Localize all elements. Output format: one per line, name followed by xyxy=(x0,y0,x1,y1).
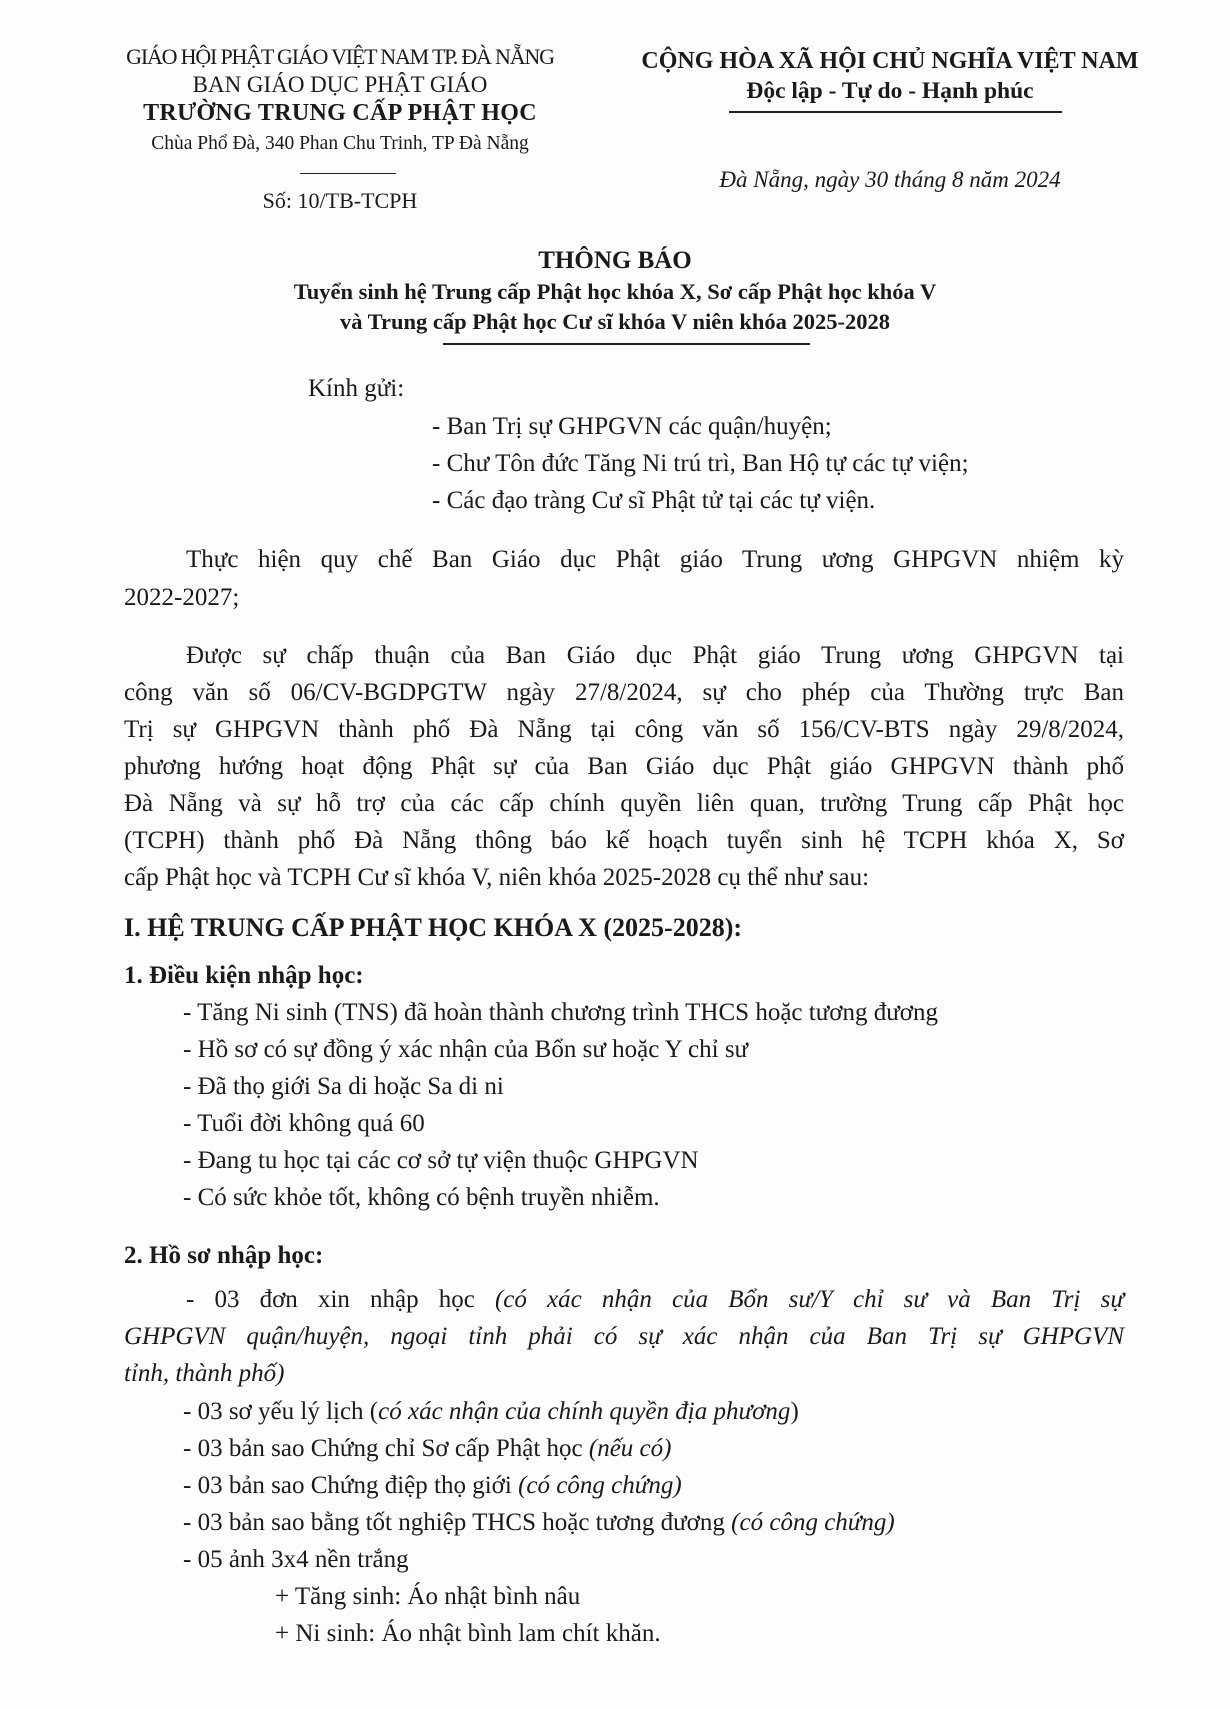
document-item-text: - 03 sơ yếu lý lịch ( xyxy=(183,1398,379,1425)
document-item-note: (có công chứng) xyxy=(518,1472,682,1499)
document-item-note: (có xác nhận của Bổn sư/Y chỉ sư và Ban Trị sự xyxy=(494,1286,1124,1313)
paragraph-line: 2022-2027; xyxy=(124,584,240,611)
notice-heading: THÔNG BÁO xyxy=(538,247,692,274)
document-item-text: - 05 ảnh 3x4 nền trắng xyxy=(183,1546,409,1573)
document-item-note: GHPGVN quận/huyện, ngoại tỉnh phải có sự xác nhận của Ban Trị sự GHPGVN xyxy=(124,1323,1124,1350)
condition-item: - Tuổi đời không quá 60 xyxy=(183,1110,425,1137)
notice-subtitle-line-2: và Trung cấp Phật học Cư sĩ khóa V niên khóa 2025-2028 xyxy=(339,309,891,334)
recipient-item: - Các đạo tràng Cư sĩ Phật tử tại các tự viện. xyxy=(432,487,876,514)
paragraph-line: Thực hiện quy chế Ban Giáo dục Phật giáo Trung ương GHPGVN nhiệm kỳ xyxy=(186,546,1124,573)
subsection-heading-documents: 2. Hồ sơ nhập học: xyxy=(124,1242,324,1269)
school-name: TRƯỜNG TRUNG CẤP PHẬT HỌC xyxy=(143,100,537,126)
condition-item: - Có sức khỏe tốt, không có bệnh truyền nhiễm. xyxy=(183,1184,660,1211)
document-item-text: - 03 bản sao bằng tốt nghiệp THCS hoặc tương đương xyxy=(183,1509,732,1536)
document-item-text: - 03 bản sao Chứng điệp thọ giới xyxy=(183,1472,519,1499)
condition-item: - Đã thọ giới Sa di hoặc Sa di ni xyxy=(183,1073,504,1100)
recipient-item: - Ban Trị sự GHPGVN các quận/huyện; xyxy=(432,413,832,440)
org-line-2: BAN GIÁO DỤC PHẬT GIÁO xyxy=(192,72,488,97)
school-address: Chùa Phổ Đà, 340 Phan Chu Trinh, TP Đà Nẵng xyxy=(151,133,529,154)
photo-note: + Ni sinh: Áo nhật bình lam chít khăn. xyxy=(275,1620,661,1647)
document-item xyxy=(183,1472,682,1500)
condition-item: - Tăng Ni sinh (TNS) đã hoàn thành chương trình THCS hoặc tương đương xyxy=(183,999,938,1026)
header-left-divider xyxy=(300,173,396,174)
subsection-heading-conditions: 1. Điều kiện nhập học: xyxy=(124,962,364,989)
paragraph-line: phương hướng hoạt động Phật sự của Ban Giáo dục Phật giáo GHPGVN thành phố xyxy=(124,753,1124,780)
national-title: CỘNG HÒA XÃ HỘI CHỦ NGHĨA VIỆT NAM xyxy=(641,48,1139,74)
document-item xyxy=(186,1286,1124,1314)
paragraph-line: Đà Nẵng và sự hỗ trợ của các cấp chính quyền liên quan, trường Trung cấp Phật học xyxy=(124,790,1124,817)
org-line-1: GIÁO HỘI PHẬT GIÁO VIỆT NAM TP. ĐÀ NẴNG xyxy=(126,44,554,69)
title-underline xyxy=(443,343,810,345)
document-item-tail: ) xyxy=(790,1398,799,1425)
document-item-note: tỉnh, thành phố) xyxy=(124,1360,285,1387)
paragraph-line: cấp Phật học và TCPH Cư sĩ khóa V, niên khóa 2025-2028 cụ thể như sau: xyxy=(124,864,870,891)
condition-item: - Hồ sơ có sự đồng ý xác nhận của Bổn sư hoặc Y chỉ sư xyxy=(183,1036,749,1063)
document-item xyxy=(183,1546,409,1574)
document-item-note: (nếu có) xyxy=(588,1435,672,1462)
document-item xyxy=(183,1435,671,1463)
condition-item: - Đang tu học tại các cơ sở tự viện thuộc GHPGVN xyxy=(183,1147,699,1174)
paragraph-line: công văn số 06/CV-BGDPGTW ngày 27/8/2024, sự cho phép của Thường trực Ban xyxy=(124,679,1124,706)
paragraph-line: (TCPH) thành phố Đà Nẵng thông báo kế hoạch tuyển sinh hệ TCPH khóa X, Sơ xyxy=(124,827,1124,854)
document-item-note: (có công chứng) xyxy=(731,1509,895,1536)
document-item-text: - 03 bản sao Chứng chỉ Sơ cấp Phật học xyxy=(183,1435,589,1462)
document-item xyxy=(183,1398,799,1426)
greeting-label: Kính gửi: xyxy=(308,375,405,402)
document-item xyxy=(183,1509,895,1537)
national-motto: Độc lập - Tự do - Hạnh phúc xyxy=(746,78,1034,104)
document-item-note: có xác nhận của chính quyền địa phương xyxy=(378,1398,791,1425)
section-heading: I. HỆ TRUNG CẤP PHẬT HỌC KHÓA X (2025-2028): xyxy=(124,913,743,942)
date-line: Đà Nẵng, ngày 30 tháng 8 năm 2024 xyxy=(719,167,1061,192)
paragraph-line: Được sự chấp thuận của Ban Giáo dục Phật giáo Trung ương GHPGVN tại xyxy=(186,642,1124,669)
document-number: Số: 10/TB-TCPH xyxy=(262,188,418,213)
notice-subtitle-line-1: Tuyển sinh hệ Trung cấp Phật học khóa X, Sơ cấp Phật học khóa V xyxy=(293,279,937,304)
photo-note: + Tăng sinh: Áo nhật bình nâu xyxy=(275,1583,581,1610)
document-item-text: - 03 đơn xin nhập học xyxy=(186,1286,495,1313)
recipient-item: - Chư Tôn đức Tăng Ni trú trì, Ban Hộ tự các tự viện; xyxy=(432,450,969,477)
motto-underline xyxy=(729,111,1062,113)
paragraph-line: Trị sự GHPGVN thành phố Đà Nẵng tại công văn số 156/CV-BTS ngày 29/8/2024, xyxy=(124,716,1124,743)
